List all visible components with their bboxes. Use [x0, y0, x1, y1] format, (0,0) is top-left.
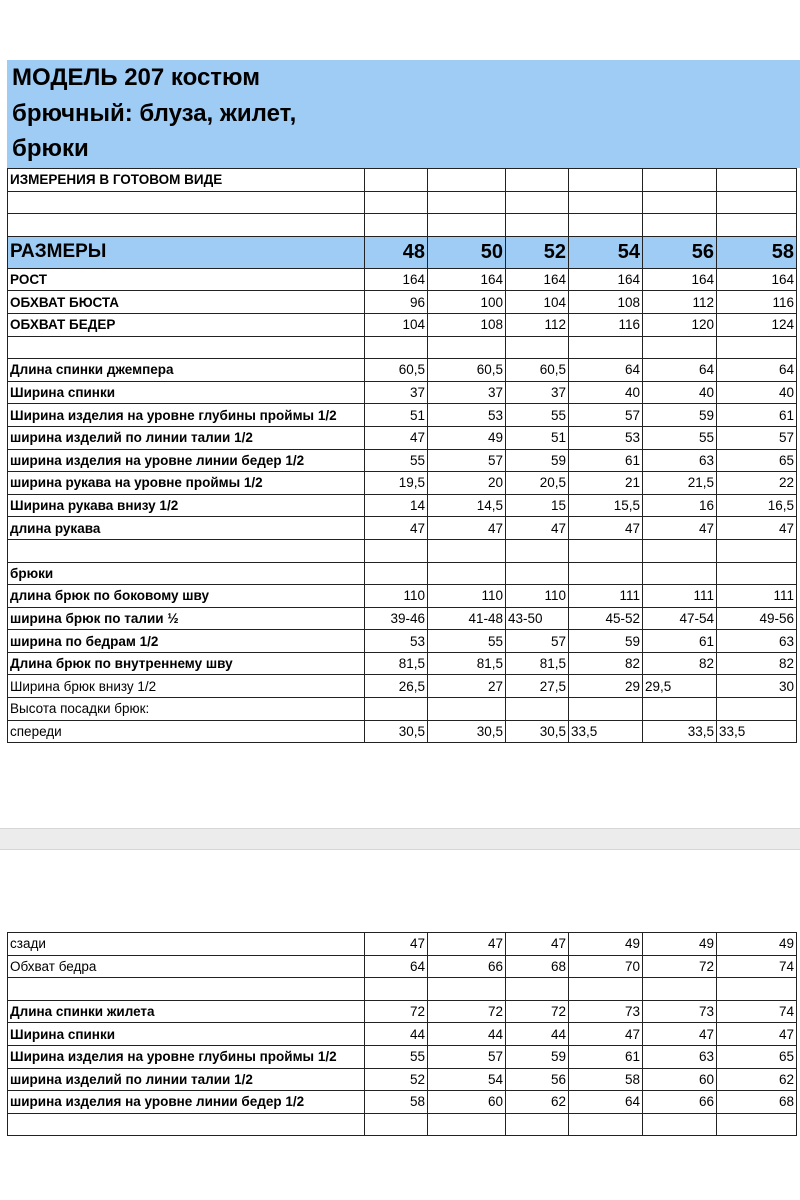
size-value-cell: 47	[428, 933, 506, 956]
size-value-cell: 59	[506, 449, 569, 472]
size-value-cell	[506, 169, 569, 192]
size-value-cell: 61	[569, 1045, 643, 1068]
size-value-cell	[643, 191, 717, 214]
size-value-cell: 57	[506, 630, 569, 653]
table-row	[8, 562, 797, 585]
table-row	[8, 1023, 797, 1046]
size-value-cell	[643, 169, 717, 192]
size-value-cell: 64	[365, 955, 428, 978]
table-row	[8, 313, 797, 336]
size-value-cell	[365, 698, 428, 721]
row-label	[8, 191, 365, 214]
title-line-2: брючный: блуза, жилет,	[12, 100, 297, 127]
size-value-cell: 60	[643, 1068, 717, 1091]
size-value-cell: 44	[506, 1023, 569, 1046]
size-value-cell	[569, 214, 643, 237]
row-label: Ширина рукава внизу 1/2	[8, 494, 365, 517]
size-value-cell: 116	[569, 313, 643, 336]
size-value-cell: 65	[717, 449, 797, 472]
size-value-cell: 37	[506, 381, 569, 404]
size-value-cell: 120	[643, 313, 717, 336]
size-value-cell: 59	[506, 1045, 569, 1068]
size-value-cell	[506, 562, 569, 585]
size-value-cell: 47	[428, 517, 506, 540]
row-label: Длина спинки джемпера	[8, 359, 365, 382]
row-label: длина брюк по боковому шву	[8, 585, 365, 608]
size-value-cell: 47	[506, 933, 569, 956]
size-value-cell: 51	[506, 426, 569, 449]
size-value-cell	[717, 562, 797, 585]
size-value-cell	[717, 698, 797, 721]
size-value-cell: 58	[365, 1091, 428, 1114]
size-value-cell: 111	[569, 585, 643, 608]
size-value-cell: 47	[506, 517, 569, 540]
table-row	[8, 1000, 797, 1023]
size-value-cell: 49	[643, 933, 717, 956]
size-value-cell: 55	[365, 1045, 428, 1068]
size-value-cell	[365, 191, 428, 214]
size-value-cell: 53	[569, 426, 643, 449]
size-value-cell: 82	[717, 652, 797, 675]
size-value-cell: 63	[717, 630, 797, 653]
size-value-cell	[506, 539, 569, 562]
row-label: Ширина спинки	[8, 381, 365, 404]
size-value-cell: 39-46	[365, 607, 428, 630]
size-value-cell: 47-54	[643, 607, 717, 630]
table-row	[8, 191, 797, 214]
size-value-cell: 56	[506, 1068, 569, 1091]
size-value-cell: 64	[717, 359, 797, 382]
measurements-table-bottom	[7, 932, 797, 1136]
size-value-cell: 81,5	[506, 652, 569, 675]
size-value-cell	[569, 562, 643, 585]
size-value-cell: 104	[365, 313, 428, 336]
measurements-table-top	[7, 168, 797, 743]
size-value-cell: 22	[717, 472, 797, 495]
size-value-cell: 30	[717, 675, 797, 698]
size-value-cell: 68	[506, 955, 569, 978]
size-value-cell: 74	[717, 955, 797, 978]
size-value-cell: 47	[643, 517, 717, 540]
size-value-cell: 66	[643, 1091, 717, 1114]
size-value-cell: 33,5	[643, 720, 717, 743]
size-value-cell: 41-48	[428, 607, 506, 630]
size-value-cell	[569, 1113, 643, 1136]
table-row	[8, 1068, 797, 1091]
table-row	[8, 630, 797, 653]
size-value-cell: 60	[428, 1091, 506, 1114]
size-value-cell	[506, 336, 569, 359]
size-value-cell: 70	[569, 955, 643, 978]
size-value-cell: 57	[428, 449, 506, 472]
table-row	[8, 698, 797, 721]
size-value-cell: 82	[643, 652, 717, 675]
size-value-cell: 53	[428, 404, 506, 427]
size-value-cell: 26,5	[365, 675, 428, 698]
table-row	[8, 381, 797, 404]
size-value-cell	[569, 169, 643, 192]
size-value-cell	[506, 698, 569, 721]
size-value-cell: 81,5	[365, 652, 428, 675]
table-row	[8, 404, 797, 427]
size-value-cell	[717, 214, 797, 237]
size-value-cell: 164	[569, 268, 643, 291]
size-value-cell: 29,5	[643, 675, 717, 698]
size-value-cell: 61	[717, 404, 797, 427]
size-value-cell	[428, 539, 506, 562]
row-label	[8, 214, 365, 237]
size-value-cell: 52	[365, 1068, 428, 1091]
size-value-cell	[717, 169, 797, 192]
size-value-cell: 58	[569, 1068, 643, 1091]
size-value-cell: 124	[717, 313, 797, 336]
row-label: Обхват бедра	[8, 955, 365, 978]
size-value-cell: 54	[428, 1068, 506, 1091]
size-value-cell: 20,5	[506, 472, 569, 495]
row-label: спереди	[8, 720, 365, 743]
size-value-cell: 57	[717, 426, 797, 449]
row-label: ширина изделия на уровне линии бедер 1/2	[8, 449, 365, 472]
table-row	[8, 955, 797, 978]
row-label: сзади	[8, 933, 365, 956]
title-line-3: брюки	[12, 135, 89, 162]
size-value-cell: 60,5	[506, 359, 569, 382]
size-value-cell: 63	[643, 449, 717, 472]
size-value-cell: 16	[643, 494, 717, 517]
row-label: Ширина изделия на уровне глубины проймы 1/2	[8, 404, 365, 427]
table-row	[8, 978, 797, 1001]
size-value-cell: 27	[428, 675, 506, 698]
size-value-cell	[643, 336, 717, 359]
size-value-cell: 50	[428, 236, 506, 268]
row-label: ширина по бедрам 1/2	[8, 630, 365, 653]
size-value-cell: 21,5	[643, 472, 717, 495]
size-value-cell: 30,5	[428, 720, 506, 743]
size-value-cell	[506, 214, 569, 237]
size-value-cell: 21	[569, 472, 643, 495]
size-value-cell: 164	[428, 268, 506, 291]
size-value-cell: 47	[365, 517, 428, 540]
size-value-cell: 54	[569, 236, 643, 268]
table-row	[8, 933, 797, 956]
size-value-cell: 37	[365, 381, 428, 404]
row-label: ИЗМЕРЕНИЯ В ГОТОВОМ ВИДЕ	[8, 169, 365, 192]
size-value-cell	[569, 539, 643, 562]
size-value-cell	[643, 698, 717, 721]
row-label	[8, 1113, 365, 1136]
size-value-cell	[569, 336, 643, 359]
row-label: ширина изделий по линии талии 1/2	[8, 426, 365, 449]
table-row	[8, 675, 797, 698]
size-value-cell	[428, 214, 506, 237]
size-value-cell: 52	[506, 236, 569, 268]
size-value-cell: 55	[365, 449, 428, 472]
size-value-cell	[428, 1113, 506, 1136]
row-label: ОБХВАТ БЮСТА	[8, 291, 365, 314]
size-value-cell: 108	[428, 313, 506, 336]
size-value-cell: 15,5	[569, 494, 643, 517]
size-value-cell	[569, 978, 643, 1001]
size-value-cell: 64	[569, 359, 643, 382]
size-value-cell: 111	[643, 585, 717, 608]
size-value-cell: 74	[717, 1000, 797, 1023]
size-value-cell	[428, 191, 506, 214]
size-value-cell: 47	[365, 426, 428, 449]
size-value-cell: 72	[428, 1000, 506, 1023]
table-row	[8, 268, 797, 291]
size-value-cell	[506, 191, 569, 214]
size-value-cell	[643, 562, 717, 585]
size-value-cell	[569, 191, 643, 214]
size-value-cell: 100	[428, 291, 506, 314]
size-value-cell: 44	[365, 1023, 428, 1046]
size-value-cell: 57	[569, 404, 643, 427]
size-value-cell	[643, 978, 717, 1001]
size-value-cell: 20	[428, 472, 506, 495]
table-row	[8, 607, 797, 630]
size-value-cell: 73	[569, 1000, 643, 1023]
size-value-cell: 30,5	[365, 720, 428, 743]
size-value-cell: 47	[569, 1023, 643, 1046]
row-label: длина рукава	[8, 517, 365, 540]
size-value-cell: 48	[365, 236, 428, 268]
table-row	[8, 169, 797, 192]
size-value-cell: 15	[506, 494, 569, 517]
size-value-cell	[365, 978, 428, 1001]
size-value-cell: 49	[428, 426, 506, 449]
size-value-cell: 112	[506, 313, 569, 336]
size-value-cell: 72	[506, 1000, 569, 1023]
size-value-cell	[428, 562, 506, 585]
size-value-cell: 65	[717, 1045, 797, 1068]
size-value-cell: 29	[569, 675, 643, 698]
size-value-cell: 116	[717, 291, 797, 314]
size-value-cell: 55	[506, 404, 569, 427]
size-value-cell: 33,5	[717, 720, 797, 743]
size-value-cell: 61	[569, 449, 643, 472]
size-value-cell	[428, 978, 506, 1001]
size-value-cell	[506, 1113, 569, 1136]
size-value-cell: 49	[717, 933, 797, 956]
size-value-cell: 40	[717, 381, 797, 404]
table-row	[8, 1091, 797, 1114]
size-value-cell	[717, 1113, 797, 1136]
size-value-cell: 53	[365, 630, 428, 653]
size-value-cell: 37	[428, 381, 506, 404]
size-value-cell: 14	[365, 494, 428, 517]
size-value-cell	[506, 978, 569, 1001]
size-value-cell: 110	[428, 585, 506, 608]
size-value-cell	[717, 539, 797, 562]
size-value-cell: 55	[428, 630, 506, 653]
table-row	[8, 291, 797, 314]
table-row	[8, 359, 797, 382]
size-value-cell: 110	[506, 585, 569, 608]
size-value-cell: 56	[643, 236, 717, 268]
size-value-cell: 19,5	[365, 472, 428, 495]
size-value-cell: 47	[717, 517, 797, 540]
size-value-cell: 45-52	[569, 607, 643, 630]
size-value-cell	[717, 336, 797, 359]
size-value-cell: 164	[643, 268, 717, 291]
row-label: ширина рукава на уровне проймы 1/2	[8, 472, 365, 495]
row-label	[8, 978, 365, 1001]
table-row	[8, 336, 797, 359]
row-label: Длина спинки жилета	[8, 1000, 365, 1023]
size-value-cell: 164	[365, 268, 428, 291]
size-value-cell	[428, 169, 506, 192]
size-value-cell: 68	[717, 1091, 797, 1114]
table-row	[8, 652, 797, 675]
size-value-cell: 164	[717, 268, 797, 291]
size-value-cell: 96	[365, 291, 428, 314]
size-value-cell: 30,5	[506, 720, 569, 743]
title-line-1: МОДЕЛЬ 207 костюм	[12, 64, 260, 91]
table-row	[8, 517, 797, 540]
size-value-cell: 164	[506, 268, 569, 291]
row-label: ОБХВАТ БЕДЕР	[8, 313, 365, 336]
row-label: РАЗМЕРЫ	[8, 236, 365, 268]
size-value-cell	[365, 169, 428, 192]
row-label: Высота посадки брюк:	[8, 698, 365, 721]
size-value-cell: 51	[365, 404, 428, 427]
title-block	[7, 60, 800, 168]
size-value-cell: 40	[643, 381, 717, 404]
row-label: Длина брюк по внутреннему шву	[8, 652, 365, 675]
size-value-cell: 60,5	[365, 359, 428, 382]
size-value-cell: 72	[365, 1000, 428, 1023]
size-value-cell: 60,5	[428, 359, 506, 382]
size-value-cell: 72	[643, 955, 717, 978]
size-value-cell: 40	[569, 381, 643, 404]
size-value-cell: 62	[717, 1068, 797, 1091]
table-row	[8, 449, 797, 472]
size-value-cell	[569, 698, 643, 721]
size-value-cell: 49	[569, 933, 643, 956]
row-label: ширина брюк по талии ½	[8, 607, 365, 630]
size-value-cell	[717, 978, 797, 1001]
size-value-cell: 58	[717, 236, 797, 268]
size-value-cell	[643, 539, 717, 562]
row-label: Ширина брюк внизу 1/2	[8, 675, 365, 698]
size-value-cell: 104	[506, 291, 569, 314]
size-value-cell: 73	[643, 1000, 717, 1023]
table-row	[8, 539, 797, 562]
table-row	[8, 1113, 797, 1136]
row-label: РОСТ	[8, 268, 365, 291]
size-value-cell: 81,5	[428, 652, 506, 675]
size-value-cell	[428, 698, 506, 721]
table-row	[8, 585, 797, 608]
size-value-cell: 82	[569, 652, 643, 675]
size-value-cell: 64	[643, 359, 717, 382]
size-value-cell: 14,5	[428, 494, 506, 517]
size-value-cell: 63	[643, 1045, 717, 1068]
row-label	[8, 336, 365, 359]
row-label: ширина изделия на уровне линии бедер 1/2	[8, 1091, 365, 1114]
size-value-cell: 55	[643, 426, 717, 449]
size-value-cell: 49-56	[717, 607, 797, 630]
size-value-cell: 47	[569, 517, 643, 540]
table-row	[8, 720, 797, 743]
size-value-cell: 61	[643, 630, 717, 653]
size-value-cell	[717, 191, 797, 214]
page-break-divider	[0, 828, 800, 850]
size-value-cell: 108	[569, 291, 643, 314]
table-row	[8, 1045, 797, 1068]
size-value-cell	[643, 1113, 717, 1136]
row-label	[8, 539, 365, 562]
table-row	[8, 494, 797, 517]
size-value-cell	[365, 562, 428, 585]
size-value-cell: 110	[365, 585, 428, 608]
size-value-cell: 47	[365, 933, 428, 956]
size-value-cell: 111	[717, 585, 797, 608]
size-value-cell: 43-50	[506, 607, 569, 630]
table-row	[8, 472, 797, 495]
size-value-cell	[365, 539, 428, 562]
row-label: ширина изделий по линии талии 1/2	[8, 1068, 365, 1091]
size-value-cell	[428, 336, 506, 359]
size-value-cell: 47	[643, 1023, 717, 1046]
row-label: Ширина спинки	[8, 1023, 365, 1046]
size-value-cell	[643, 214, 717, 237]
size-value-cell: 33,5	[569, 720, 643, 743]
size-value-cell: 27,5	[506, 675, 569, 698]
size-value-cell: 47	[717, 1023, 797, 1046]
size-value-cell: 66	[428, 955, 506, 978]
size-value-cell: 62	[506, 1091, 569, 1114]
size-value-cell: 59	[569, 630, 643, 653]
row-label: брюки	[8, 562, 365, 585]
size-value-cell	[365, 336, 428, 359]
size-value-cell: 59	[643, 404, 717, 427]
size-value-cell: 112	[643, 291, 717, 314]
row-label: Ширина изделия на уровне глубины проймы 1/2	[8, 1045, 365, 1068]
size-value-cell: 16,5	[717, 494, 797, 517]
table-row	[8, 214, 797, 237]
size-value-cell: 44	[428, 1023, 506, 1046]
size-value-cell	[365, 1113, 428, 1136]
size-value-cell: 57	[428, 1045, 506, 1068]
size-value-cell: 64	[569, 1091, 643, 1114]
sizes-header-row	[8, 236, 797, 268]
table-row	[8, 426, 797, 449]
size-value-cell	[365, 214, 428, 237]
